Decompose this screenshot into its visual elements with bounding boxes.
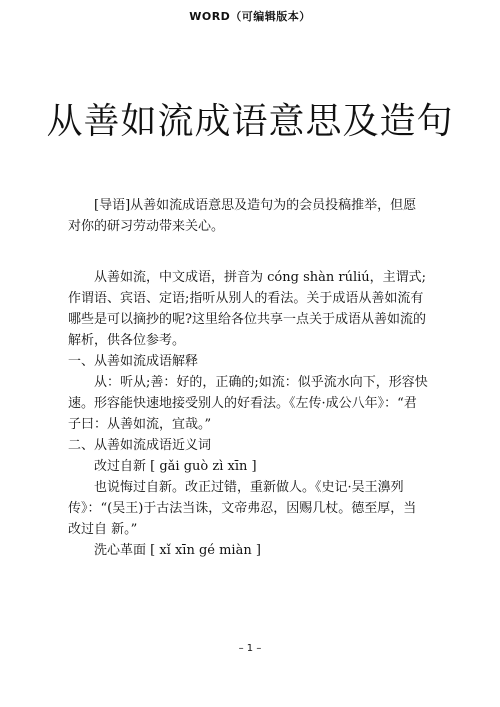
document-title: 从善如流成语意思及造句 bbox=[46, 101, 454, 143]
paragraph-gap bbox=[68, 237, 428, 267]
section-heading-explanation: 一、从善如流成语解释 bbox=[68, 354, 199, 369]
explanation-paragraph: 从：听从;善：好的，正确的;如流：似乎流水向下，形容快速。形容能快速地接受别人的好看法。《左传·成公八年》：“君子曰：从善如流，宜哉。” bbox=[68, 375, 428, 432]
definition-paragraph: 从善如流，中文成语，拼音为 cóng shàn rúliú，主谓式;作谓语、宾语、定语;指听从别人的看法。关于成语从善如流有哪些是可以摘抄的呢?这里给各位共享一点关于成语从善如流的解析，供各位参考。 bbox=[68, 270, 427, 348]
synonym-explanation-1: 也说悔过自新。改正过错，重新做人。《史记·吴王濞列传》：“(吴王)于古法当诛，文帝弗忍，因赐几杖。德至厚，当改过自 新。” bbox=[68, 480, 417, 537]
synonym-entry-1: 改过自新 [ gǎi guò zì xīn ] bbox=[94, 459, 257, 474]
intro-paragraph: [导语]从善如流成语意思及造句为的会员投稿推举，但愿对你的研习劳动带来关心。 bbox=[68, 198, 417, 234]
section-heading-synonyms: 二、从善如流成语近义词 bbox=[68, 438, 212, 453]
document-body bbox=[68, 195, 428, 561]
page-number: – 1 – bbox=[238, 643, 262, 654]
synonym-entry-2: 洗心革面 [ xǐ xīn gé miàn ] bbox=[94, 543, 261, 558]
page-header: WORD（可编辑版本） bbox=[189, 10, 311, 23]
